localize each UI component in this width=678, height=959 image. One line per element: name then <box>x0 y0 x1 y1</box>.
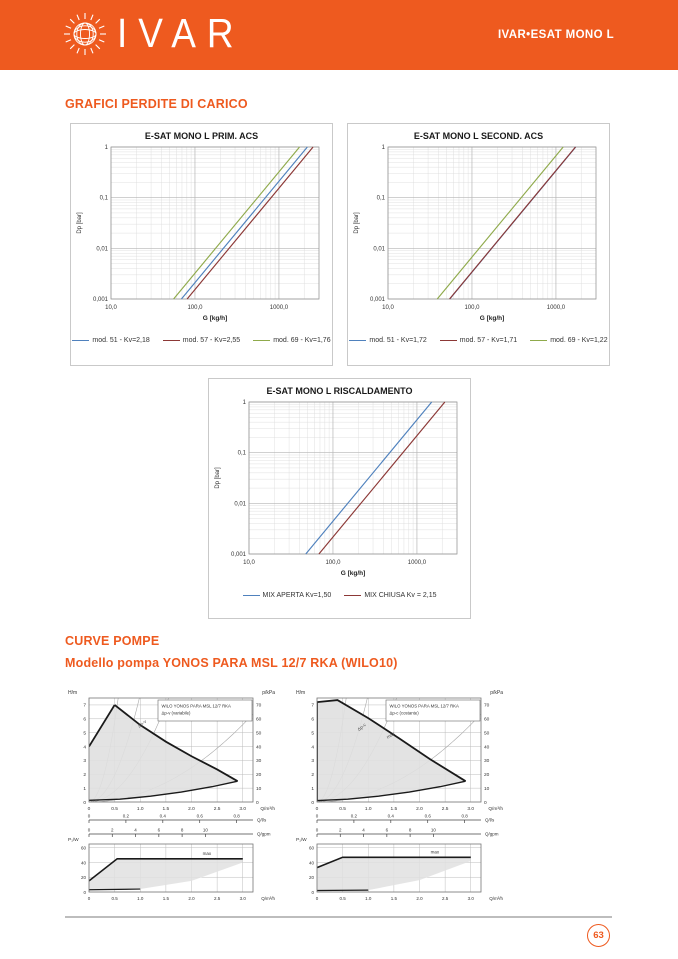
svg-text:0.5: 0.5 <box>111 807 118 812</box>
chart-legend <box>209 592 470 599</box>
svg-text:P₁/W: P₁/W <box>296 838 307 843</box>
svg-text:1.0: 1.0 <box>136 807 144 812</box>
chart-legend <box>71 337 332 344</box>
legend-swatch <box>253 340 270 341</box>
svg-text:8: 8 <box>180 827 184 833</box>
footer-divider <box>65 916 612 918</box>
svg-text:1: 1 <box>311 786 314 792</box>
logo-wordmark: IVAR <box>117 10 245 57</box>
svg-text:8: 8 <box>408 827 412 833</box>
svg-text:Δp-v (variabile): Δp-v (variabile) <box>161 710 191 716</box>
legend-swatch <box>163 340 180 341</box>
svg-text:H/m: H/m <box>296 690 306 696</box>
svg-text:0,1: 0,1 <box>237 450 246 457</box>
legend-item <box>440 337 517 344</box>
legend-label: mod. 57 - Kv=1,71 <box>459 337 518 344</box>
legend-label: mod. 57 - Kv=2,55 <box>182 337 241 344</box>
svg-text:Q/l/s: Q/l/s <box>257 817 267 823</box>
svg-text:6: 6 <box>385 827 389 833</box>
svg-text:1.5: 1.5 <box>390 807 398 812</box>
svg-text:0: 0 <box>484 800 487 806</box>
svg-text:2: 2 <box>311 773 314 779</box>
svg-text:0.5: 0.5 <box>339 807 346 812</box>
svg-text:1.5: 1.5 <box>162 896 170 901</box>
svg-text:G [kg/h]: G [kg/h] <box>202 315 228 322</box>
curve-annotation: max <box>385 730 396 740</box>
svg-text:0: 0 <box>256 800 259 806</box>
svg-text:4: 4 <box>362 827 365 833</box>
svg-text:Q/gpm: Q/gpm <box>485 831 499 837</box>
svg-text:0: 0 <box>87 896 91 901</box>
series-line <box>319 402 445 554</box>
svg-text:Dp [bar]: Dp [bar] <box>77 212 83 234</box>
svg-text:0.5: 0.5 <box>339 896 346 901</box>
svg-text:5: 5 <box>83 731 86 737</box>
svg-text:P₁/W: P₁/W <box>68 838 79 843</box>
svg-text:Dp [bar]: Dp [bar] <box>354 212 360 234</box>
svg-text:70: 70 <box>484 703 490 709</box>
legend-item <box>163 337 240 344</box>
svg-text:Q/l/s: Q/l/s <box>485 817 495 823</box>
min-power-curve <box>89 889 140 890</box>
legend-item <box>530 337 607 344</box>
svg-text:0: 0 <box>311 889 314 895</box>
series-line <box>174 147 300 299</box>
svg-text:50: 50 <box>256 731 262 737</box>
svg-text:3.0: 3.0 <box>467 896 474 901</box>
svg-text:1.5: 1.5 <box>390 896 398 901</box>
svg-text:1000,0: 1000,0 <box>269 305 289 311</box>
svg-text:2: 2 <box>83 773 86 779</box>
svg-text:0.8: 0.8 <box>461 813 468 819</box>
svg-text:10,0: 10,0 <box>243 560 255 566</box>
chart-title: E-SAT MONO L RISCALDAMENTO <box>266 386 413 396</box>
svg-text:2.5: 2.5 <box>213 896 221 901</box>
svg-text:0,001: 0,001 <box>92 297 108 303</box>
svg-text:50: 50 <box>484 731 490 737</box>
svg-text:1.5: 1.5 <box>162 807 170 812</box>
series-line <box>450 147 576 299</box>
svg-text:0: 0 <box>87 813 91 819</box>
legend-item <box>349 337 426 344</box>
legend-swatch <box>530 340 547 341</box>
svg-text:Q/m³/h: Q/m³/h <box>488 807 503 812</box>
svg-text:H/m: H/m <box>68 690 78 696</box>
svg-text:1.0: 1.0 <box>137 896 144 901</box>
svg-text:2.5: 2.5 <box>213 807 221 812</box>
curve-annotation: Δp-c <box>356 722 367 733</box>
svg-text:4: 4 <box>134 827 137 833</box>
pump-diagram-dpc <box>291 686 506 908</box>
chart-riscaldamento <box>208 378 471 619</box>
svg-text:6: 6 <box>311 717 314 723</box>
svg-text:30: 30 <box>256 759 262 765</box>
svg-text:1: 1 <box>242 400 246 406</box>
svg-text:0,01: 0,01 <box>373 246 385 253</box>
svg-text:0: 0 <box>315 807 319 812</box>
svg-text:20: 20 <box>308 875 314 881</box>
svg-text:WILO YONOS PARA MSL 12/7 RKA: WILO YONOS PARA MSL 12/7 RKA <box>389 703 459 709</box>
svg-text:G [kg/h]: G [kg/h] <box>479 315 505 322</box>
page-number-badge: 63 <box>587 924 610 947</box>
section-title-pompe: CURVE POMPE <box>65 634 160 648</box>
svg-text:3: 3 <box>311 759 314 765</box>
pump-diagram-svg <box>63 686 278 908</box>
svg-text:60: 60 <box>308 845 314 851</box>
svg-text:0.5: 0.5 <box>111 896 118 901</box>
svg-text:1: 1 <box>83 786 86 792</box>
svg-text:p/kPa: p/kPa <box>490 690 503 696</box>
svg-text:Q/m³/h: Q/m³/h <box>260 807 275 812</box>
globe-sunburst-icon <box>62 11 108 57</box>
svg-text:60: 60 <box>80 845 86 851</box>
legend-swatch <box>344 595 361 596</box>
legend-label: mod. 51 - Kv=2,18 <box>92 337 150 344</box>
svg-text:20: 20 <box>256 773 262 779</box>
series-line <box>187 147 313 299</box>
chart-second-acs <box>347 123 610 366</box>
legend-swatch <box>72 340 89 341</box>
svg-text:1: 1 <box>104 145 108 151</box>
svg-text:0,001: 0,001 <box>230 552 246 558</box>
legend-swatch <box>440 340 457 341</box>
svg-text:1: 1 <box>381 145 385 151</box>
svg-text:40: 40 <box>308 860 314 866</box>
ivar-logo <box>62 11 245 57</box>
legend-label: mod. 51 - Kv=1,72 <box>369 337 427 344</box>
section-title-perdite: GRAFICI PERDITE DI CARICO <box>65 97 248 111</box>
svg-text:0: 0 <box>87 807 91 812</box>
svg-text:2.5: 2.5 <box>441 896 449 901</box>
svg-text:2.0: 2.0 <box>416 807 423 812</box>
legend-swatch <box>243 595 260 596</box>
legend-label: MIX APERTA Kv=1,50 <box>262 592 332 599</box>
svg-text:40: 40 <box>80 860 86 866</box>
product-label: IVAR•ESAT MONO L <box>497 29 614 41</box>
svg-text:2.0: 2.0 <box>188 807 195 812</box>
svg-text:3.0: 3.0 <box>239 896 246 901</box>
chart-title: E-SAT MONO L SECOND. ACS <box>413 131 544 141</box>
svg-text:0: 0 <box>315 827 319 833</box>
svg-text:G [kg/h]: G [kg/h] <box>340 570 366 577</box>
loss-chart-svg <box>348 143 609 335</box>
loss-chart-svg <box>71 143 332 335</box>
svg-text:0: 0 <box>315 813 319 819</box>
chart-legend <box>348 337 609 344</box>
svg-text:Q/m³/h: Q/m³/h <box>489 896 503 901</box>
svg-text:0: 0 <box>87 827 91 833</box>
series-line <box>437 147 563 299</box>
svg-text:2.5: 2.5 <box>441 807 449 812</box>
svg-text:30: 30 <box>484 759 490 765</box>
svg-text:Δp-c (costante): Δp-c (costante) <box>389 710 419 716</box>
svg-text:0: 0 <box>315 896 319 901</box>
svg-text:0.4: 0.4 <box>159 813 166 819</box>
svg-text:3: 3 <box>83 759 86 765</box>
legend-label: MIX CHIUSA Kv = 2,15 <box>364 592 437 599</box>
svg-text:10: 10 <box>430 827 436 833</box>
svg-text:0,1: 0,1 <box>376 195 385 202</box>
curve-annotation: max <box>430 849 440 855</box>
svg-text:0.8: 0.8 <box>233 813 240 819</box>
svg-text:100,0: 100,0 <box>464 305 480 311</box>
pump-diagram-svg <box>291 686 506 908</box>
svg-text:0.4: 0.4 <box>387 813 394 819</box>
svg-text:20: 20 <box>484 773 490 779</box>
svg-text:3.0: 3.0 <box>239 807 247 812</box>
svg-text:Dp [bar]: Dp [bar] <box>215 467 221 489</box>
svg-text:0,01: 0,01 <box>234 501 246 508</box>
pump-diagram-dpv <box>63 686 278 908</box>
svg-text:10,0: 10,0 <box>105 305 117 311</box>
legend-item <box>243 592 332 599</box>
svg-text:1.0: 1.0 <box>365 896 372 901</box>
svg-text:3.0: 3.0 <box>467 807 475 812</box>
svg-text:0.6: 0.6 <box>196 813 203 819</box>
curve-annotation: max <box>202 851 212 857</box>
loss-chart-svg <box>209 398 470 590</box>
svg-text:6: 6 <box>157 827 161 833</box>
svg-text:10: 10 <box>256 786 262 792</box>
svg-text:60: 60 <box>484 717 490 723</box>
svg-text:2.0: 2.0 <box>188 896 195 901</box>
svg-text:0.6: 0.6 <box>424 813 431 819</box>
pump-model-subtitle: Modello pompa YONOS PARA MSL 12/7 RKA (WILO10) <box>65 656 398 670</box>
svg-text:2.0: 2.0 <box>416 896 423 901</box>
svg-text:0.2: 0.2 <box>122 813 130 819</box>
svg-text:0: 0 <box>83 800 86 806</box>
svg-text:Q/gpm: Q/gpm <box>257 831 271 837</box>
svg-text:70: 70 <box>256 703 262 709</box>
chart-title: E-SAT MONO L PRIM. ACS <box>144 131 259 141</box>
svg-text:10: 10 <box>202 827 208 833</box>
page-header <box>0 0 678 70</box>
svg-text:1000,0: 1000,0 <box>546 305 566 311</box>
svg-text:6: 6 <box>83 717 86 723</box>
legend-item <box>253 337 330 344</box>
svg-text:60: 60 <box>256 717 262 723</box>
svg-text:0,01: 0,01 <box>96 246 108 253</box>
legend-swatch <box>349 340 366 341</box>
legend-label: mod. 69 - Kv=1,76 <box>273 337 331 344</box>
svg-text:Q/m³/h: Q/m³/h <box>261 896 275 901</box>
svg-text:0,001: 0,001 <box>369 297 385 303</box>
svg-text:4: 4 <box>311 745 314 751</box>
svg-text:WILO YONOS PARA MSL 12/7 RKA: WILO YONOS PARA MSL 12/7 RKA <box>161 703 231 709</box>
svg-text:2: 2 <box>339 827 342 833</box>
svg-text:0: 0 <box>83 889 86 895</box>
svg-text:0: 0 <box>311 800 314 806</box>
svg-text:100,0: 100,0 <box>325 560 341 566</box>
legend-item <box>72 337 149 344</box>
svg-text:0,1: 0,1 <box>99 195 108 202</box>
series-line <box>181 147 307 299</box>
svg-text:1.0: 1.0 <box>364 807 372 812</box>
svg-text:1000,0: 1000,0 <box>407 560 427 566</box>
svg-text:40: 40 <box>256 745 262 751</box>
svg-text:4: 4 <box>83 745 86 751</box>
svg-text:2: 2 <box>111 827 114 833</box>
svg-text:p/kPa: p/kPa <box>262 690 275 696</box>
svg-text:10,0: 10,0 <box>382 305 394 311</box>
chart-prim-acs <box>70 123 333 366</box>
svg-text:0.2: 0.2 <box>350 813 358 819</box>
svg-text:40: 40 <box>484 745 490 751</box>
svg-text:100,0: 100,0 <box>187 305 203 311</box>
svg-text:5: 5 <box>311 731 314 737</box>
svg-text:20: 20 <box>80 875 86 881</box>
legend-item <box>344 592 436 599</box>
svg-text:7: 7 <box>311 703 314 709</box>
curve-annotation: Δp-v <box>136 718 148 729</box>
svg-text:10: 10 <box>484 786 490 792</box>
legend-label: mod. 69 - Kv=1,22 <box>550 337 608 344</box>
svg-text:7: 7 <box>83 703 86 709</box>
